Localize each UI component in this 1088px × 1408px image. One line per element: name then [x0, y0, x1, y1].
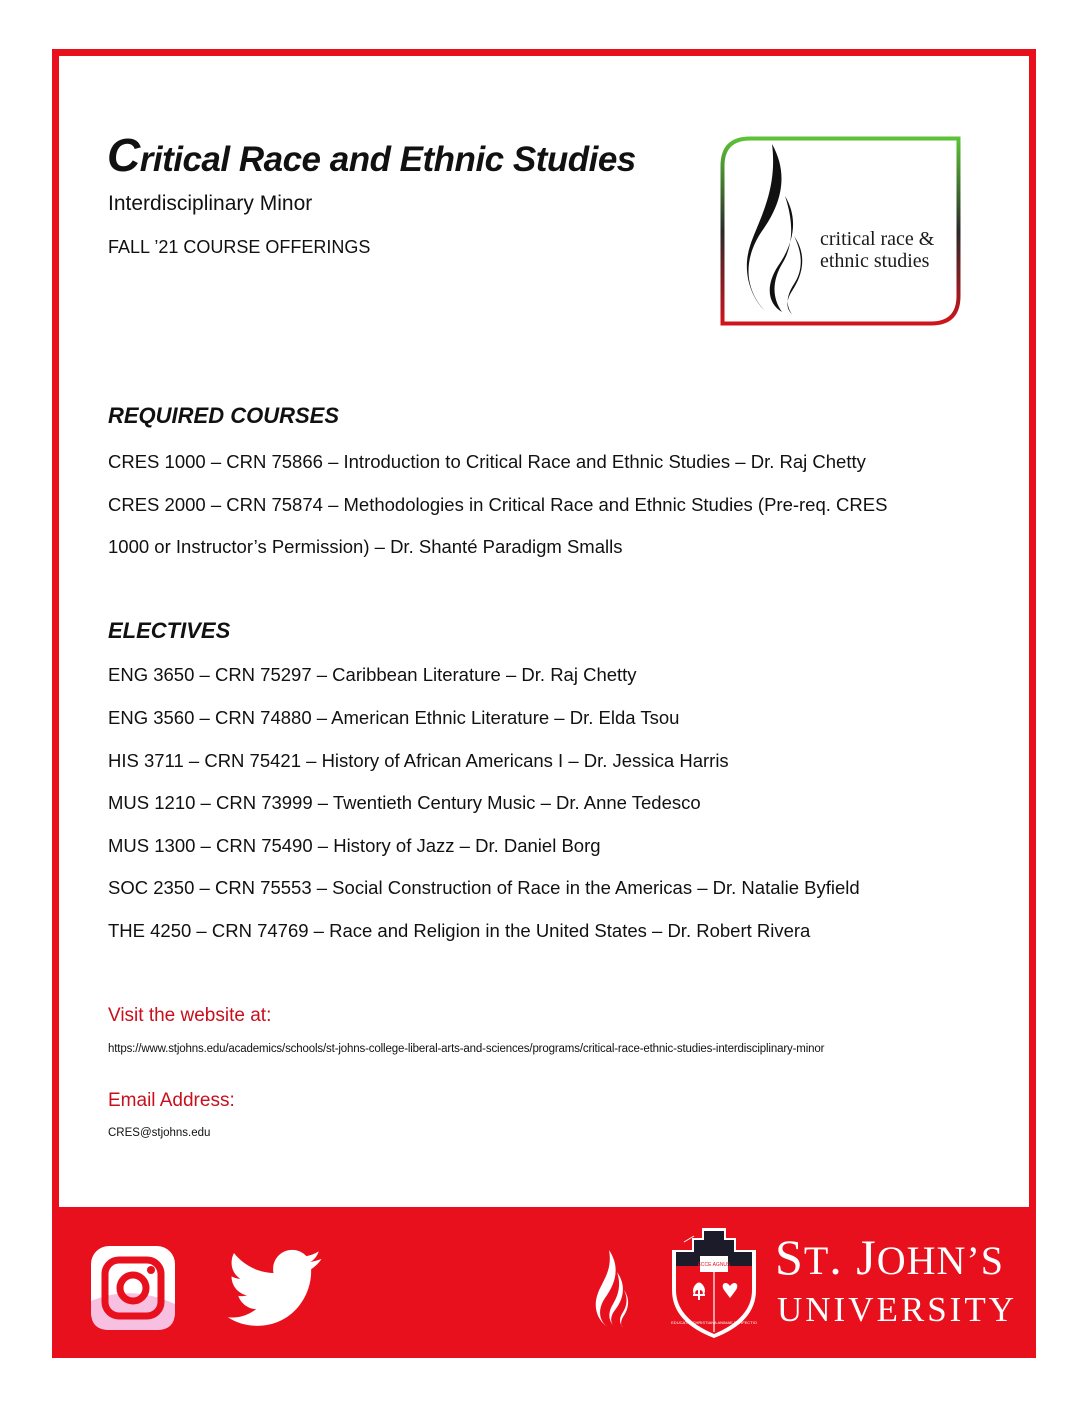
sju-t: T	[803, 1238, 830, 1283]
course-line: CRES 2000 – CRN 75874 – Methodologies in Critical Race and Ethnic Studies (Pre-req. CRES	[108, 494, 888, 515]
email-link[interactable]: CRES@stjohns.edu	[108, 1127, 211, 1139]
sju-s: S	[775, 1229, 804, 1285]
instagram-icon[interactable]	[91, 1246, 175, 1330]
logo-line-2: ethnic studies	[820, 250, 930, 272]
flame-icon	[593, 1250, 633, 1328]
course-line: ENG 3650 – CRN 75297 – Caribbean Literature – Dr. Raj Chetty	[108, 664, 637, 685]
university-name-line-2: UNIVERSITY	[777, 1290, 1017, 1329]
sju-j: . J	[829, 1229, 877, 1285]
sju-ohns: OHN’S	[876, 1238, 1004, 1283]
page-title	[107, 128, 636, 182]
electives-heading: ELECTIVES	[108, 618, 231, 643]
title-rest: ritical Race and Ethnic Studies	[139, 140, 636, 179]
course-line: MUS 1210 – CRN 73999 – Twentieth Century Music – Dr. Anne Tedesco	[108, 792, 701, 813]
course-line: ENG 3560 – CRN 74880 – American Ethnic Literature – Dr. Elda Tsou	[108, 707, 680, 728]
page-subtitle: Interdisciplinary Minor	[108, 192, 313, 215]
website-label: Visit the website at:	[108, 1005, 272, 1026]
logo-line-1: critical race &	[820, 228, 935, 250]
course-line: THE 4250 – CRN 74769 – Race and Religion in the United States – Dr. Robert Rivera	[108, 920, 811, 941]
university-seal-icon	[664, 1222, 764, 1340]
title-initial: C	[107, 129, 140, 181]
course-line: HIS 3711 – CRN 75421 – History of African Americans I – Dr. Jessica Harris	[108, 750, 729, 771]
course-line: CRES 1000 – CRN 75866 – Introduction to Critical Race and Ethnic Studies – Dr. Raj Chetty	[108, 451, 866, 472]
university-name-line-1	[775, 1229, 1004, 1286]
seal-motto: EDUCATIO CHRISTIANA ANIMAE PERFECTIO	[671, 1320, 757, 1325]
website-link[interactable]: https://www.stjohns.edu/academics/schools/st-johns-college-liberal-arts-and-sciences/programs/critical-race-ethnic-studies-interdisciplinary-minor	[108, 1043, 825, 1055]
term-label: FALL ’21 COURSE OFFERINGS	[108, 237, 371, 257]
required-courses-heading: REQUIRED COURSES	[108, 403, 340, 428]
logo-wordmark	[820, 228, 934, 272]
course-line: 1000 or Instructor’s Permission) – Dr. Shanté Paradigm Smalls	[108, 536, 623, 557]
seal-banner: ECCE AGNUS	[697, 1262, 731, 1268]
email-label: Email Address:	[108, 1090, 235, 1111]
twitter-icon[interactable]	[228, 1249, 323, 1329]
course-line: SOC 2350 – CRN 75553 – Social Construction of Race in the Americas – Dr. Natalie Byfield	[108, 877, 860, 898]
course-line: MUS 1300 – CRN 75490 – History of Jazz – Dr. Daniel Borg	[108, 835, 601, 856]
